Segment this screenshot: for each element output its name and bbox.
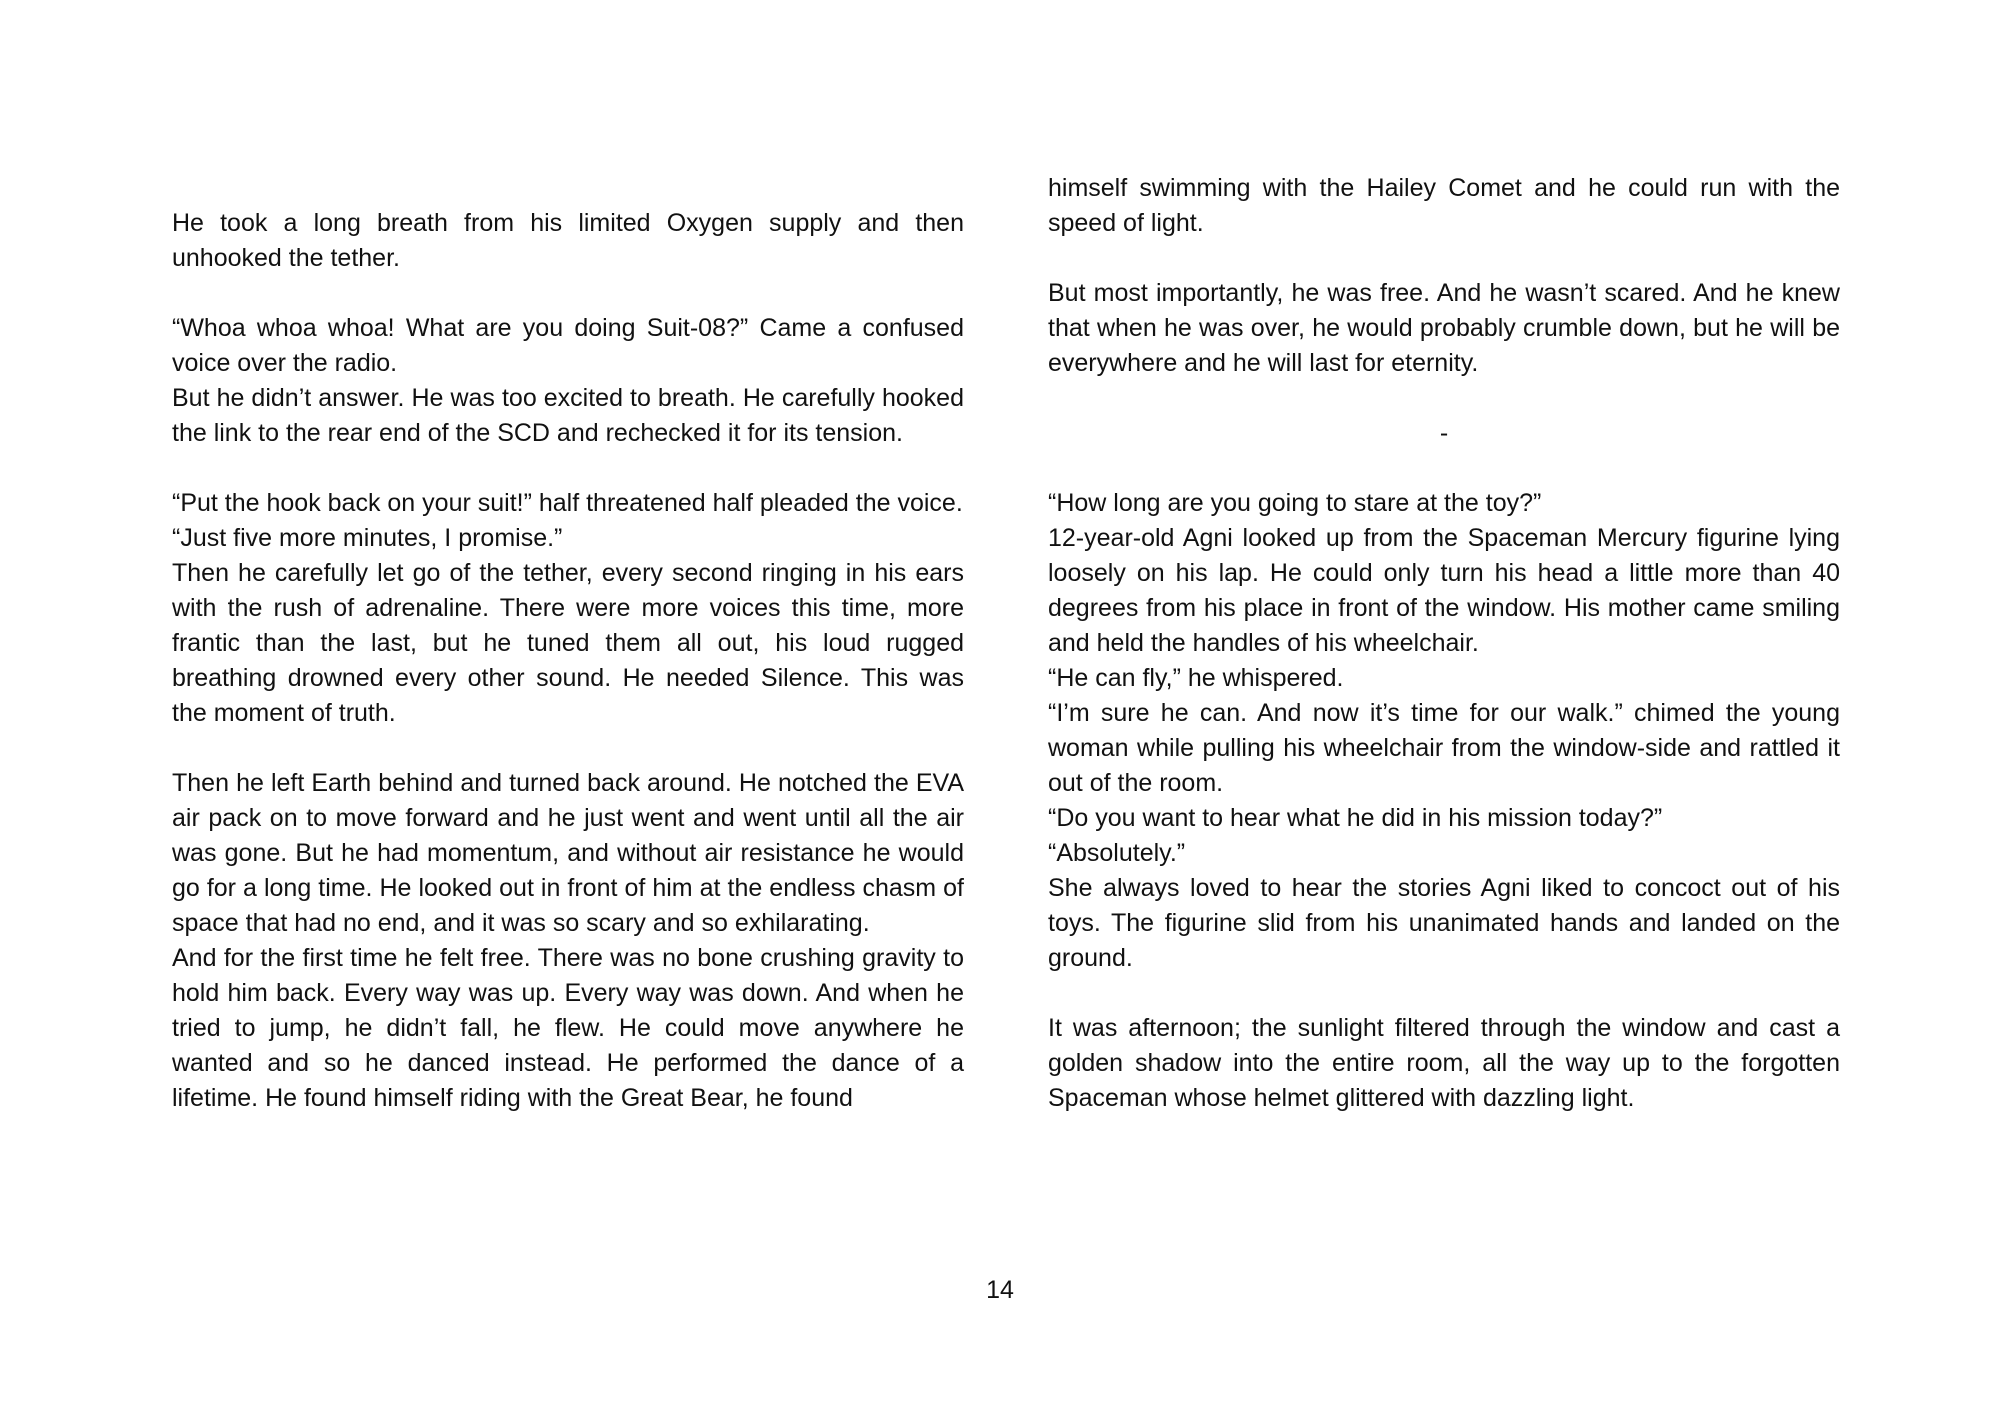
paragraph: “Just five more minutes, I promise.”	[172, 524, 563, 552]
paragraph: “Put the hook back on your suit!” half threatened half pleaded the voice.	[172, 489, 963, 517]
right-text-column	[1048, 171, 1840, 1116]
paragraph: “Absolutely.”	[1048, 839, 1186, 867]
paragraph: “Whoa whoa whoa! What are you doing Suit-08?” Came a confused voice over the radio.	[172, 314, 964, 377]
paragraph: And for the first time he felt free. There was no bone crushing gravity to hold him back. Every way was up. Every way was down. And when he tried to jump, he didn’t fall, he flew. He could move anywhere he wanted and so he danced instead. He performed the dance of a lifetime. He found himself riding with the Great Bear, he found	[172, 944, 964, 1112]
paragraph: “How long are you going to stare at the toy?”	[1048, 489, 1542, 517]
paragraph: Then he left Earth behind and turned back around. He notched the EVA air pack on to move forward and he just went and went until all the air was gone. But he had momentum, and without air resistance he would go for a long time. He looked out in front of him at the endless chasm of space that had no end, and it was so scary and so exhilarating.	[172, 769, 964, 937]
paragraph: “I’m sure he can. And now it’s time for our walk.” chimed the young woman while pulling his wheelchair from the window-side and rattled it out of the room.	[1048, 699, 1840, 797]
paragraph: But most importantly, he was free. And he wasn’t scared. And he knew that when he was over, he would probably crumble down, but he will be everywhere and he will last for eternity.	[1048, 279, 1840, 377]
paragraph: Then he carefully let go of the tether, every second ringing in his ears with the rush of adrenaline. There were more voices this time, more frantic than the last, but he tuned them all out, his loud rugged breathing drowned every other sound. He needed Silence. This was the moment of truth.	[172, 559, 964, 727]
paragraph: He took a long breath from his limited Oxygen supply and then unhooked the tether.	[172, 209, 964, 272]
left-text-column	[172, 206, 964, 1116]
page-number: 14	[986, 1276, 1014, 1304]
section-separator: -	[1439, 419, 1449, 447]
paragraph: “Do you want to hear what he did in his mission today?”	[1048, 804, 1663, 832]
right-column-new-scene	[1048, 486, 1840, 1116]
paragraph: 12-year-old Agni looked up from the Spaceman Mercury figurine lying loosely on his lap. He could only turn his head a little more than 40 degrees from his place in front of the window. His mother came smiling and held the handles of his wheelchair.	[1048, 524, 1840, 657]
paragraph: But he didn’t answer. He was too excited to breath. He carefully hooked the link to the rear end of the SCD and rechecked it for its tension.	[172, 384, 964, 447]
paragraph: “He can fly,” he whispered.	[1048, 664, 1344, 692]
paragraph: himself swimming with the Hailey Comet and he could run with the speed of light.	[1048, 174, 1840, 237]
paragraph: It was afternoon; the sunlight filtered through the window and cast a golden shadow into the entire room, all the way up to the forgotten Spaceman whose helmet glittered with dazzling light.	[1048, 1014, 1840, 1112]
paragraph: She always loved to hear the stories Agni liked to concoct out of his toys. The figurine slid from his unanimated hands and landed on the ground.	[1048, 874, 1840, 972]
right-column-continuation	[1048, 171, 1840, 381]
